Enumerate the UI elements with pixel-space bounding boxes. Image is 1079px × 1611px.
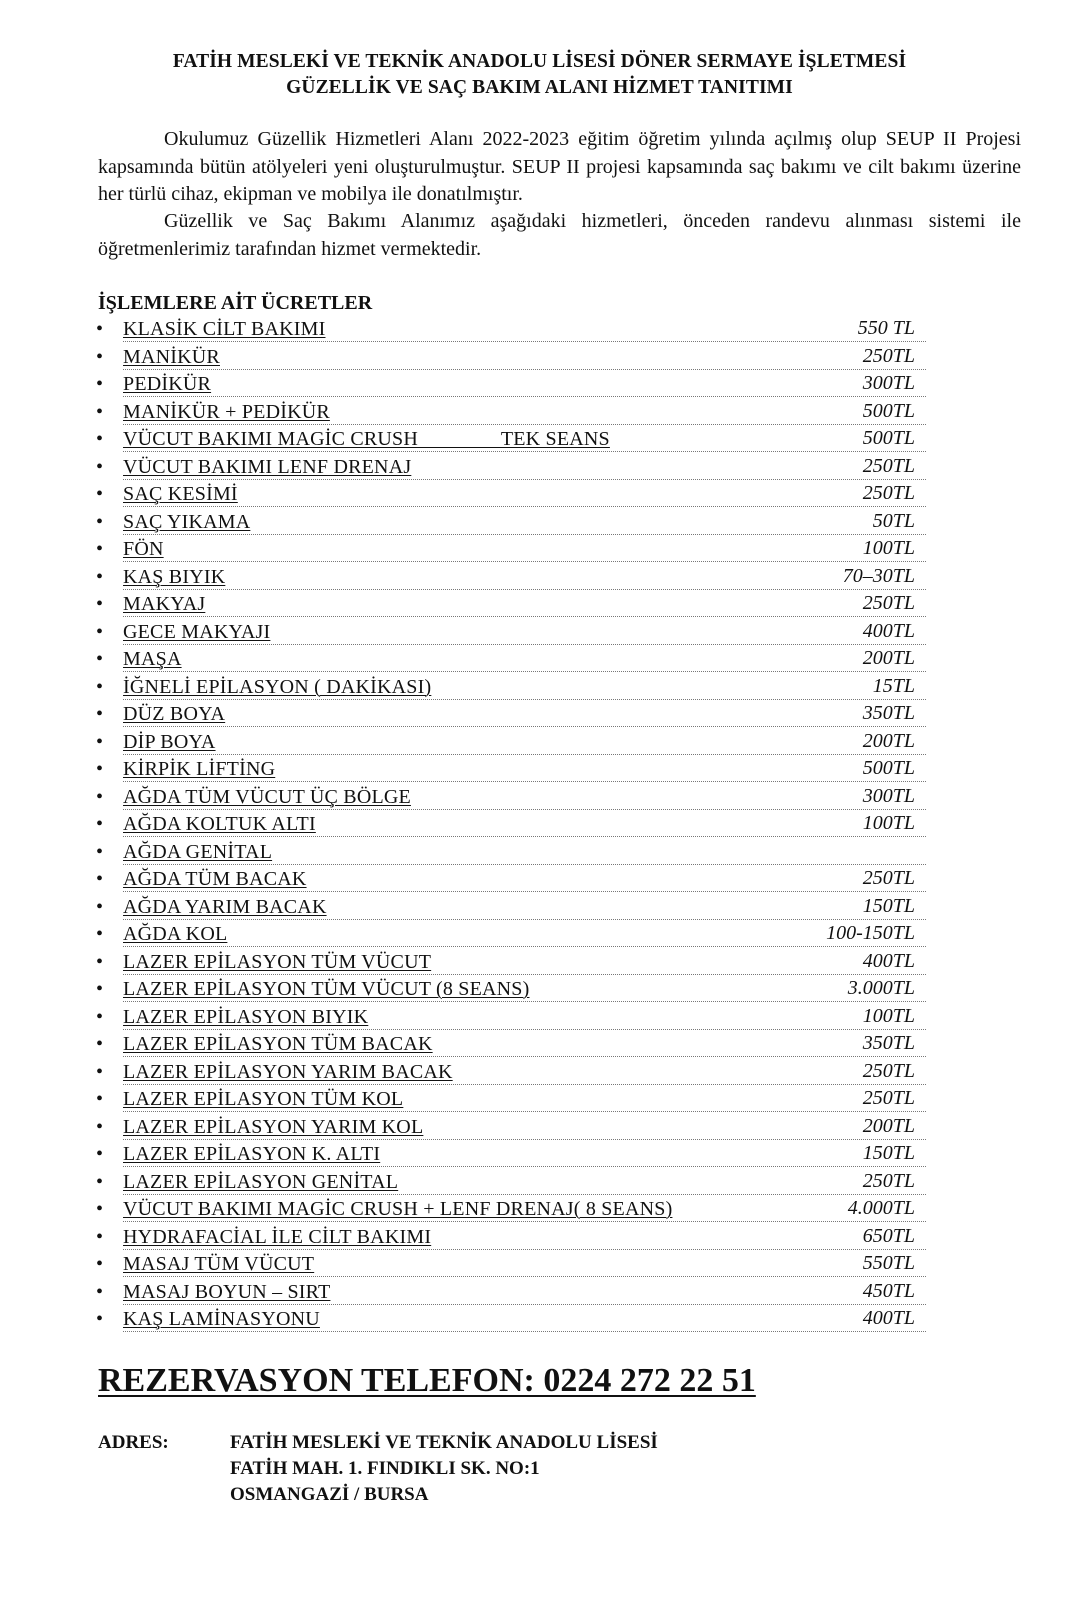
price-list-item: [96, 1196, 926, 1224]
service-name: AĞDA TÜM VÜCUT ÜÇ BÖLGE: [123, 785, 411, 808]
price-leader-line: [123, 674, 926, 700]
price-leader-line: [123, 1196, 926, 1222]
price-leader-line: [123, 976, 926, 1002]
service-name: İĞNELİ EPİLASYON ( DAKİKASI): [123, 675, 432, 698]
price-list-item: [96, 646, 926, 674]
price-leader-line: [123, 756, 926, 782]
bullet-icon: •: [96, 1143, 104, 1165]
service-price: 200TL: [862, 647, 915, 669]
service-price: 400TL: [862, 1307, 915, 1329]
bullet-icon: •: [96, 703, 104, 725]
price-list-item: [96, 1141, 926, 1169]
service-price: 100TL: [862, 537, 915, 559]
service-price: 650TL: [862, 1224, 915, 1247]
price-list-title: İŞLEMLERE AİT ÜCRETLER: [98, 292, 373, 314]
service-name: AĞDA KOLTUK ALTI: [123, 813, 316, 835]
price-list-item: [96, 976, 926, 1004]
intro-paragraph-1-text: Okulumuz Güzellik Hizmetleri Alanı 2022-2023 eğitim öğretim yılında açılmış olup SEUP II Projesi kapsamında bütün atölyeleri yeni oluşturulmuştur. SEUP II projesi kapsamında saç bakımı ve cilt bakımı üzerine her türlü cihaz, ekipman ve mobilya ile donatılmıştır.: [98, 128, 1021, 205]
bullet-icon: •: [96, 565, 104, 588]
intro-paragraph-1: [98, 126, 1021, 209]
service-price: 250TL: [862, 454, 915, 477]
bullet-icon: •: [96, 840, 104, 863]
service-name: MANİKÜR: [123, 345, 220, 368]
bullet-icon: •: [96, 345, 104, 368]
price-leader-line: [123, 1141, 926, 1167]
price-list-item: [96, 1279, 926, 1307]
service-name: AĞDA YARIM BACAK: [123, 895, 327, 918]
service-name: LAZER EPİLASYON YARIM KOL: [123, 1115, 424, 1138]
service-name: PEDİKÜR: [123, 373, 212, 395]
service-name: LAZER EPİLASYON GENİTAL: [123, 1170, 399, 1193]
service-price: 500TL: [862, 427, 915, 449]
service-price: 250TL: [862, 344, 915, 367]
price-list-item: [96, 784, 926, 812]
bullet-icon: •: [96, 1088, 104, 1110]
bullet-icon: •: [96, 1308, 104, 1330]
price-list-item: [96, 1086, 926, 1114]
document-title: FATİH MESLEKİ VE TEKNİK ANADOLU LİSESİ DÖNER SERMAYE İŞLETMESİ: [172, 51, 907, 72]
service-name: KLASİK CİLT BAKIMI: [123, 318, 326, 340]
bullet-icon: •: [96, 868, 104, 890]
service-price: 350TL: [862, 702, 915, 724]
price-leader-line: [123, 591, 926, 617]
service-name: LAZER EPİLASYON TÜM KOL: [123, 1088, 404, 1110]
price-list-item: [96, 756, 926, 784]
bullet-icon: •: [96, 675, 104, 698]
service-name: DİP BOYA: [123, 730, 216, 753]
intro-paragraph-2: [98, 208, 1021, 263]
service-name: LAZER EPİLASYON K. ALTI: [123, 1143, 381, 1165]
bullet-icon: •: [96, 620, 104, 643]
service-name: AĞDA TÜM BACAK: [123, 868, 307, 890]
price-list-item: [96, 481, 926, 509]
price-leader-line: [123, 509, 926, 535]
price-list-item: [96, 454, 926, 482]
price-list-item: [96, 674, 926, 702]
bullet-icon: •: [96, 923, 104, 945]
bullet-icon: •: [96, 1198, 104, 1220]
service-name: LAZER EPİLASYON BIYIK: [123, 1005, 369, 1028]
service-name: MASAJ BOYUN – SIRT: [123, 1280, 331, 1303]
price-list-item: [96, 894, 926, 922]
service-price: 200TL: [862, 729, 915, 752]
price-list-item: [96, 1251, 926, 1279]
price-leader-line: [123, 1004, 926, 1030]
price-list-item: [96, 564, 926, 592]
bullet-icon: •: [96, 730, 104, 753]
service-price: 550TL: [862, 1252, 915, 1274]
service-price: 100TL: [862, 1004, 915, 1027]
bullet-icon: •: [96, 1005, 104, 1028]
bullet-icon: •: [96, 978, 104, 1000]
service-price: 500TL: [862, 399, 915, 422]
price-leader-line: [123, 1251, 926, 1277]
reservation-phone: REZERVASYON TELEFON: 0224 272 22 51: [98, 1362, 756, 1399]
document-subtitle: GÜZELLİK VE SAÇ BAKIM ALANI HİZMET TANITIMI: [286, 77, 793, 98]
service-price: 70–30TL: [842, 564, 915, 587]
service-price: 400TL: [862, 949, 915, 972]
price-list-item: [96, 949, 926, 977]
bullet-icon: •: [96, 318, 104, 340]
bullet-icon: •: [96, 1060, 104, 1083]
service-name: AĞDA KOL: [123, 923, 228, 945]
bullet-icon: •: [96, 648, 104, 670]
bullet-icon: •: [96, 950, 104, 973]
bullet-icon: •: [96, 895, 104, 918]
price-list-item: [96, 536, 926, 564]
price-leader-line: [123, 1031, 926, 1057]
bullet-icon: •: [96, 1115, 104, 1138]
service-price: 550 TL: [857, 317, 915, 339]
price-leader-line: [123, 371, 926, 397]
price-list-item: [96, 1031, 926, 1059]
price-list-item: [96, 1114, 926, 1142]
service-name: KAŞ LAMİNASYONU: [123, 1308, 320, 1330]
price-leader-line: [123, 1306, 926, 1332]
price-list-item: [96, 509, 926, 537]
price-list-item: [96, 1004, 926, 1032]
service-name: HYDRAFACİAL İLE CİLT BAKIMI: [123, 1225, 432, 1248]
address-line-2: FATİH MAH. 1. FINDIKLI SK. NO:1: [230, 1458, 540, 1479]
price-leader-line: [123, 866, 926, 892]
price-leader-line: [123, 839, 926, 865]
price-leader-line: [123, 1279, 926, 1305]
bullet-icon: •: [96, 483, 104, 505]
service-name: MANİKÜR + PEDİKÜR: [123, 400, 330, 423]
bullet-icon: •: [96, 758, 104, 780]
service-price: 150TL: [862, 894, 915, 917]
service-name: VÜCUT BAKIMI MAGİC CRUSH + LENF DRENAJ( 8 SEANS): [123, 1198, 673, 1220]
address-label: ADRES:: [98, 1432, 169, 1453]
price-leader-line: [123, 894, 926, 920]
service-name: LAZER EPİLASYON TÜM VÜCUT (8 SEANS): [123, 978, 530, 1000]
service-price: 300TL: [862, 372, 915, 394]
price-leader-line: [123, 949, 926, 975]
service-price: 250TL: [862, 1087, 915, 1109]
service-name: LAZER EPİLASYON YARIM BACAK: [123, 1060, 453, 1083]
service-price: 3.000TL: [847, 977, 915, 999]
bullet-icon: •: [96, 455, 104, 478]
price-leader-line: [123, 399, 926, 425]
price-list-item: [96, 921, 926, 949]
address-line-1: FATİH MESLEKİ VE TEKNİK ANADOLU LİSESİ: [230, 1432, 658, 1453]
price-list-item: [96, 729, 926, 757]
price-leader-line: [123, 619, 926, 645]
price-list-item: [96, 1224, 926, 1252]
price-leader-line: [123, 646, 926, 672]
service-name: FÖN: [123, 538, 164, 560]
service-name: AĞDA GENİTAL: [123, 840, 273, 863]
service-price: 150TL: [862, 1142, 915, 1164]
service-price: 15TL: [872, 674, 915, 697]
bullet-icon: •: [96, 1280, 104, 1303]
bullet-icon: •: [96, 1225, 104, 1248]
service-name: MAKYAJ: [123, 593, 206, 615]
price-leader-line: [123, 1114, 926, 1140]
price-leader-line: [123, 536, 926, 562]
bullet-icon: •: [96, 510, 104, 533]
price-leader-line: [123, 344, 926, 370]
price-leader-line: [123, 1086, 926, 1112]
service-price: 4.000TL: [847, 1197, 915, 1219]
service-price: 250TL: [862, 592, 915, 614]
price-leader-line: [123, 454, 926, 480]
service-name: KİRPİK LİFTİNG: [123, 758, 276, 780]
price-leader-line: [123, 426, 926, 452]
price-list-item: [96, 399, 926, 427]
price-leader-line: [123, 921, 926, 947]
service-name: MASAJ TÜM VÜCUT: [123, 1253, 315, 1275]
service-price: 50TL: [872, 509, 915, 532]
service-price: 250TL: [862, 867, 915, 889]
bullet-icon: •: [96, 428, 104, 450]
price-leader-line: [123, 1169, 926, 1195]
price-list: [96, 316, 926, 1334]
service-name: VÜCUT BAKIMI LENF DRENAJ: [123, 455, 412, 478]
price-list-item: [96, 811, 926, 839]
price-list-item: [96, 1306, 926, 1334]
service-price: 100-150TL: [826, 922, 915, 944]
service-price: 250TL: [862, 1059, 915, 1082]
service-name: MAŞA: [123, 648, 182, 670]
service-name: SAÇ YIKAMA: [123, 510, 251, 533]
address-line-3: OSMANGAZİ / BURSA: [230, 1484, 429, 1505]
price-list-item: [96, 1169, 926, 1197]
price-list-item: [96, 701, 926, 729]
price-list-item: [96, 591, 926, 619]
price-leader-line: [123, 811, 926, 837]
service-price: 500TL: [862, 757, 915, 779]
price-leader-line: [123, 784, 926, 810]
service-price: 350TL: [862, 1032, 915, 1054]
service-price: 400TL: [862, 619, 915, 642]
bullet-icon: •: [96, 1253, 104, 1275]
price-list-item: [96, 344, 926, 372]
bullet-icon: •: [96, 1170, 104, 1193]
price-list-item: [96, 839, 926, 867]
service-name: VÜCUT BAKIMI MAGİC CRUSH TEK SEANS: [123, 428, 610, 450]
price-list-item: [96, 619, 926, 647]
price-list-item: [96, 866, 926, 894]
service-price: 250TL: [862, 482, 915, 504]
price-leader-line: [123, 481, 926, 507]
service-name: GECE MAKYAJI: [123, 620, 271, 643]
service-price: 300TL: [862, 784, 915, 807]
service-name: LAZER EPİLASYON TÜM VÜCUT: [123, 950, 432, 973]
bullet-icon: •: [96, 1033, 104, 1055]
price-list-item: [96, 371, 926, 399]
bullet-icon: •: [96, 813, 104, 835]
price-leader-line: [123, 729, 926, 755]
bullet-icon: •: [96, 373, 104, 395]
service-name: KAŞ BIYIK: [123, 565, 226, 588]
price-leader-line: [123, 1059, 926, 1085]
bullet-icon: •: [96, 785, 104, 808]
bullet-icon: •: [96, 400, 104, 423]
bullet-icon: •: [96, 538, 104, 560]
service-name: LAZER EPİLASYON TÜM BACAK: [123, 1033, 433, 1055]
service-name: SAÇ KESİMİ: [123, 483, 238, 505]
price-leader-line: [123, 316, 926, 342]
price-leader-line: [123, 1224, 926, 1250]
service-price: 200TL: [862, 1114, 915, 1137]
intro-paragraph-2-text: Güzellik ve Saç Bakımı Alanımız aşağıdaki hizmetleri, önceden randevu alınması sistemi ile öğretmenlerimiz tarafından hizmet vermektedir.: [98, 210, 1021, 260]
price-leader-line: [123, 701, 926, 727]
price-list-item: [96, 426, 926, 454]
price-list-item: [96, 316, 926, 344]
bullet-icon: •: [96, 593, 104, 615]
service-price: 450TL: [862, 1279, 915, 1302]
price-list-item: [96, 1059, 926, 1087]
price-leader-line: [123, 564, 926, 590]
service-name: DÜZ BOYA: [123, 703, 226, 725]
service-price: 100TL: [862, 812, 915, 834]
service-price: 250TL: [862, 1169, 915, 1192]
